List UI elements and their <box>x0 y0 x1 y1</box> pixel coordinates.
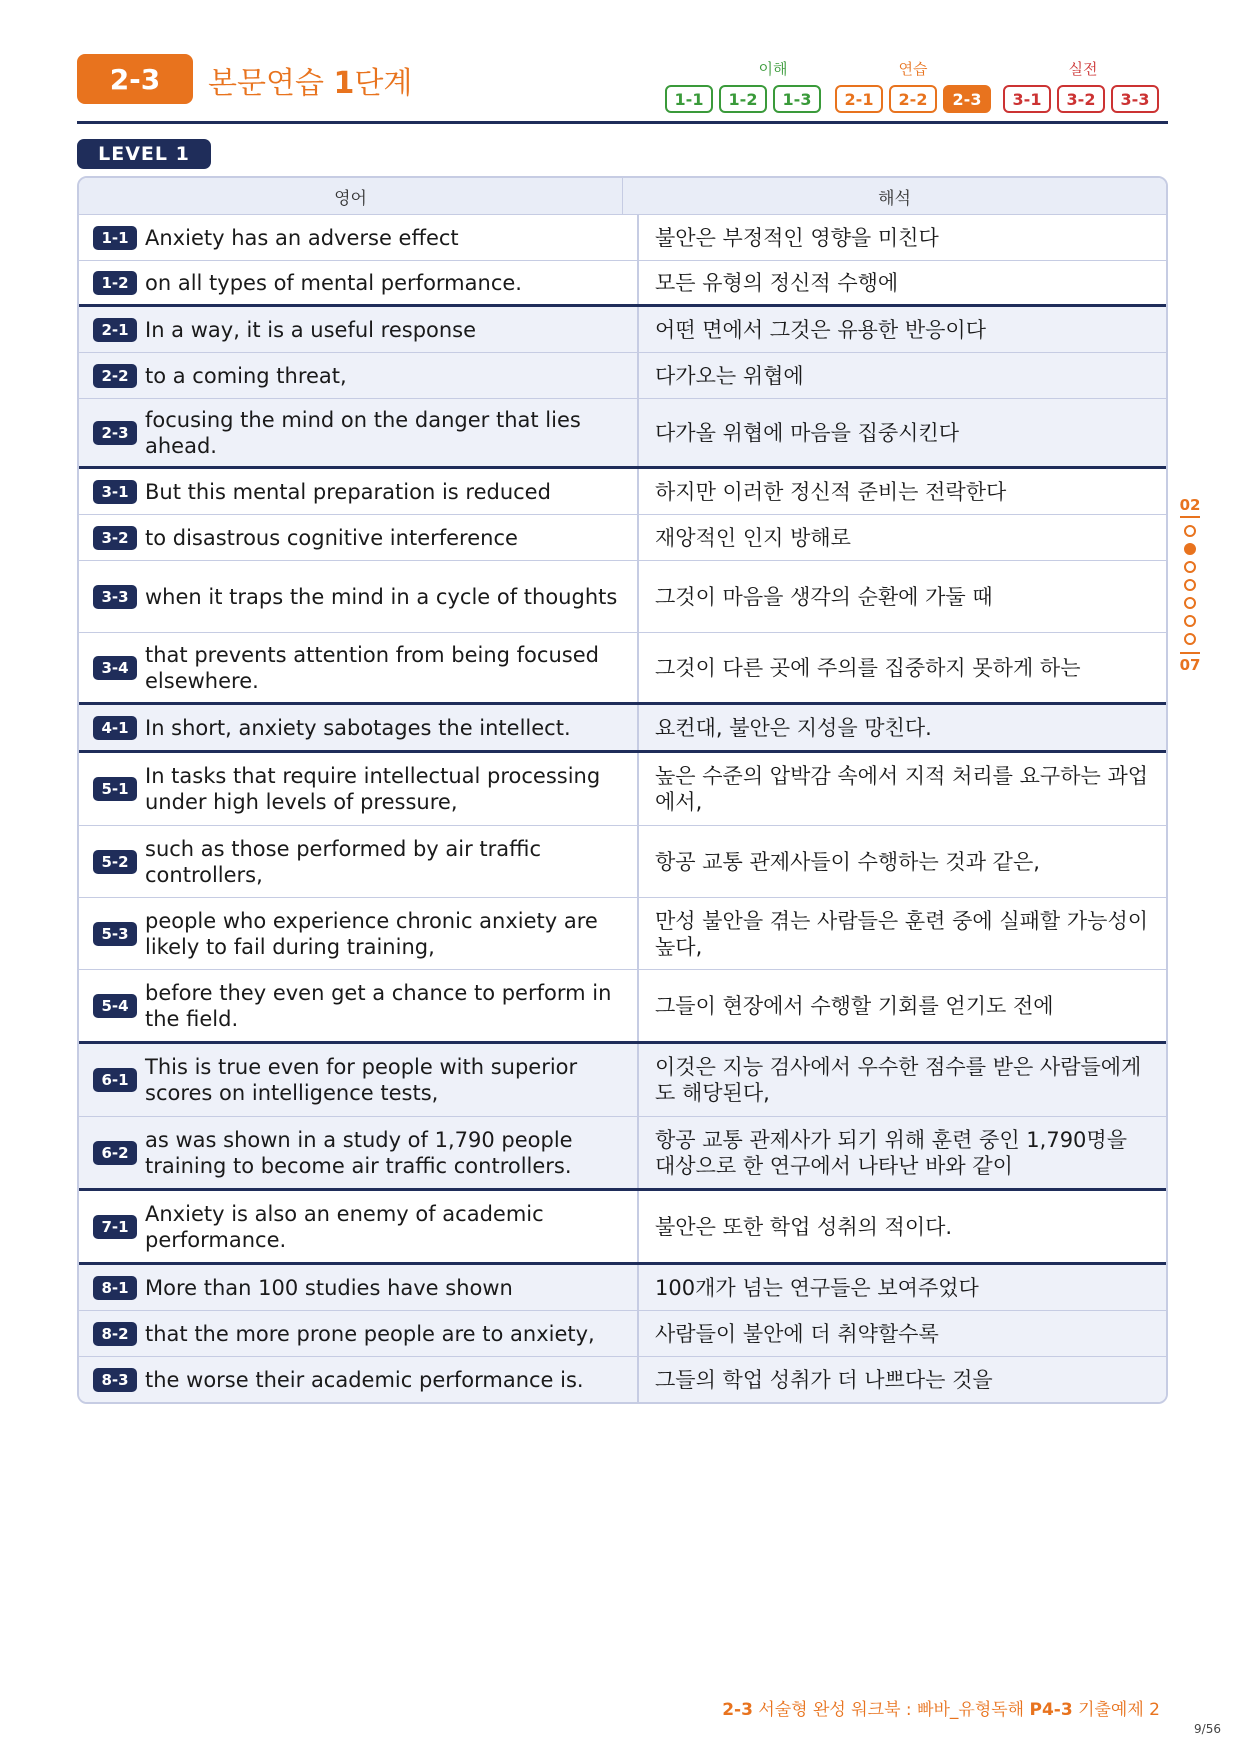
sentence-number: 8-3 <box>93 1368 137 1392</box>
progress-dot[interactable] <box>1184 579 1196 591</box>
table-row <box>79 705 1166 753</box>
step-3-3-button[interactable]: 3-3 <box>1111 85 1159 113</box>
page-title: 본문연습 1단계 <box>208 66 413 101</box>
translation-text: 그들이 현장에서 수행할 기회를 얻기도 전에 <box>655 993 1054 1018</box>
level-badge: LEVEL 1 <box>77 139 211 169</box>
table-row <box>79 898 1166 970</box>
sentence-number: 2-2 <box>93 364 137 388</box>
table-row <box>79 1265 1166 1311</box>
nav-group-label-practice: 연습 <box>898 60 928 78</box>
table-row <box>79 215 1166 261</box>
step-1-1-button[interactable]: 1-1 <box>665 85 713 113</box>
english-text: to disastrous cognitive interference <box>145 525 518 550</box>
english-text: the worse their academic performance is. <box>145 1367 584 1392</box>
table-header <box>79 178 1166 215</box>
progress-dot[interactable] <box>1184 615 1196 627</box>
page-footer: 2-3 서술형 완성 워크북 : 빠바_유형독해 P4-3 기출예제 2 <box>722 1700 1160 1720</box>
english-text: In tasks that require intellectual processing under high levels of pressure, <box>145 764 601 814</box>
english-text: In short, anxiety sabotages the intellect. <box>145 715 571 740</box>
sentence-number: 5-4 <box>93 994 137 1018</box>
sentence-number: 3-2 <box>93 526 137 550</box>
english-text: when it traps the mind in a cycle of thoughts <box>145 584 618 609</box>
sentence-number: 3-4 <box>93 656 137 680</box>
step-1-2-button[interactable]: 1-2 <box>719 85 767 113</box>
sentence-number: 2-3 <box>93 421 137 445</box>
progress-dot[interactable] <box>1184 597 1196 609</box>
progress-dot[interactable] <box>1184 525 1196 537</box>
sentence-number: 6-2 <box>93 1141 137 1165</box>
header-divider <box>77 121 1168 124</box>
table-row <box>79 1117 1166 1191</box>
translation-text: 그것이 다른 곳에 주의를 집중하지 못하게 하는 <box>655 655 1081 680</box>
translation-text: 사람들이 불안에 더 취약할수록 <box>655 1321 939 1346</box>
table-row <box>79 353 1166 399</box>
sentence-number: 8-1 <box>93 1276 137 1300</box>
section-badge: 2-3 <box>77 54 193 104</box>
table-row <box>79 515 1166 561</box>
sentence-number: 5-2 <box>93 850 137 874</box>
translation-text: 다가올 위협에 마음을 집중시킨다 <box>655 420 960 445</box>
translation-text: 100개가 넘는 연구들은 보여주었다 <box>655 1275 979 1300</box>
sentence-number: 1-2 <box>93 271 137 295</box>
table-row <box>79 399 1166 469</box>
table-row <box>79 753 1166 826</box>
translation-text: 항공 교통 관제사가 되기 위해 훈련 중인 1,790명을 대상으로 한 연구에서 나타난 바와 같이 <box>655 1127 1127 1178</box>
translation-text: 어떤 면에서 그것은 유용한 반응이다 <box>655 317 986 342</box>
translation-text: 그것이 마음을 생각의 순환에 가둘 때 <box>655 584 993 609</box>
english-text: before they even get a chance to perform in the field. <box>145 980 612 1031</box>
progress-dot[interactable] <box>1184 633 1196 645</box>
english-text: In a way, it is a useful response <box>145 317 477 342</box>
sentence-number: 3-3 <box>93 585 137 609</box>
table-row <box>79 561 1166 633</box>
page-number: 9/56 <box>1194 1722 1221 1736</box>
sentence-number: 8-2 <box>93 1322 137 1346</box>
side-progress-nav <box>1177 496 1203 696</box>
sentence-number: 1-1 <box>93 226 137 250</box>
table-row <box>79 970 1166 1044</box>
english-text: But this mental preparation is reduced <box>145 479 551 504</box>
table-row <box>79 633 1166 705</box>
step-1-3-button[interactable]: 1-3 <box>773 85 821 113</box>
table-row <box>79 1311 1166 1357</box>
side-nav-start: 02 <box>1179 496 1201 514</box>
english-text: as was shown in a study of 1,790 people training to become air traffic controllers. <box>145 1127 573 1178</box>
table-row <box>79 1357 1166 1402</box>
translation-text: 그들의 학업 성취가 더 나쁘다는 것을 <box>655 1367 993 1392</box>
step-3-2-button[interactable]: 3-2 <box>1057 85 1105 113</box>
sentence-number: 4-1 <box>93 716 137 740</box>
english-text: on all types of mental performance. <box>145 270 522 295</box>
step-2-3-button[interactable]: 2-3 <box>943 85 991 113</box>
table-row <box>79 1191 1166 1265</box>
english-text: such as those performed by air traffic controllers, <box>145 836 541 887</box>
progress-dot-active[interactable] <box>1184 543 1196 555</box>
table-row <box>79 1044 1166 1117</box>
english-text: that prevents attention from being focused elsewhere. <box>145 642 599 693</box>
translation-text: 이것은 지능 검사에서 우수한 점수를 받은 사람들에게도 해당된다, <box>655 1055 1142 1105</box>
english-text: Anxiety has an adverse effect <box>145 225 459 250</box>
nav-group-label-understand: 이해 <box>758 60 788 78</box>
step-3-1-button[interactable]: 3-1 <box>1003 85 1051 113</box>
side-nav-end: 07 <box>1179 656 1201 674</box>
english-text: that the more prone people are to anxiety, <box>145 1321 595 1346</box>
english-text: to a coming threat, <box>145 363 347 388</box>
translation-text: 불안은 부정적인 영향을 미친다 <box>655 225 939 250</box>
translation-text: 불안은 또한 학업 성취의 적이다. <box>655 1214 953 1239</box>
sentence-number: 6-1 <box>93 1068 137 1092</box>
table-row <box>79 469 1166 515</box>
translation-text: 재앙적인 인지 방해로 <box>655 525 851 550</box>
translation-text: 다가오는 위협에 <box>655 363 804 388</box>
translation-text: 높은 수준의 압박감 속에서 지적 처리를 요구하는 과업에서, <box>655 764 1149 814</box>
step-2-2-button[interactable]: 2-2 <box>889 85 937 113</box>
translation-text: 만성 불안을 겪는 사람들은 훈련 중에 실패할 가능성이 높다, <box>655 908 1149 959</box>
sentence-number: 3-1 <box>93 480 137 504</box>
sentence-number: 2-1 <box>93 318 137 342</box>
english-text: Anxiety is also an enemy of academic performance. <box>145 1201 544 1252</box>
translation-text: 하지만 이러한 정신적 준비는 전락한다 <box>655 479 1007 504</box>
sentence-table <box>77 176 1168 1404</box>
english-text: people who experience chronic anxiety are likely to fail during training, <box>145 908 598 959</box>
step-navigation <box>0 58 1241 118</box>
header-english: 영어 <box>79 178 623 214</box>
sentence-number: 5-3 <box>93 922 137 946</box>
english-text: focusing the mind on the danger that lies ahead. <box>145 407 581 458</box>
sentence-number: 5-1 <box>93 777 137 801</box>
header-translation: 해석 <box>878 188 911 209</box>
nav-group-label-real: 실전 <box>1068 60 1098 78</box>
table-row <box>79 261 1166 307</box>
progress-dot[interactable] <box>1184 561 1196 573</box>
translation-text: 요컨대, 불안은 지성을 망친다. <box>655 715 932 740</box>
translation-text: 모든 유형의 정신적 수행에 <box>655 270 899 295</box>
table-row <box>79 826 1166 898</box>
english-text: More than 100 studies have shown <box>145 1275 513 1300</box>
table-row <box>79 307 1166 353</box>
translation-text: 항공 교통 관제사들이 수행하는 것과 같은, <box>655 849 1040 874</box>
sentence-number: 7-1 <box>93 1215 137 1239</box>
english-text: This is true even for people with superior scores on intelligence tests, <box>145 1055 578 1105</box>
step-2-1-button[interactable]: 2-1 <box>835 85 883 113</box>
